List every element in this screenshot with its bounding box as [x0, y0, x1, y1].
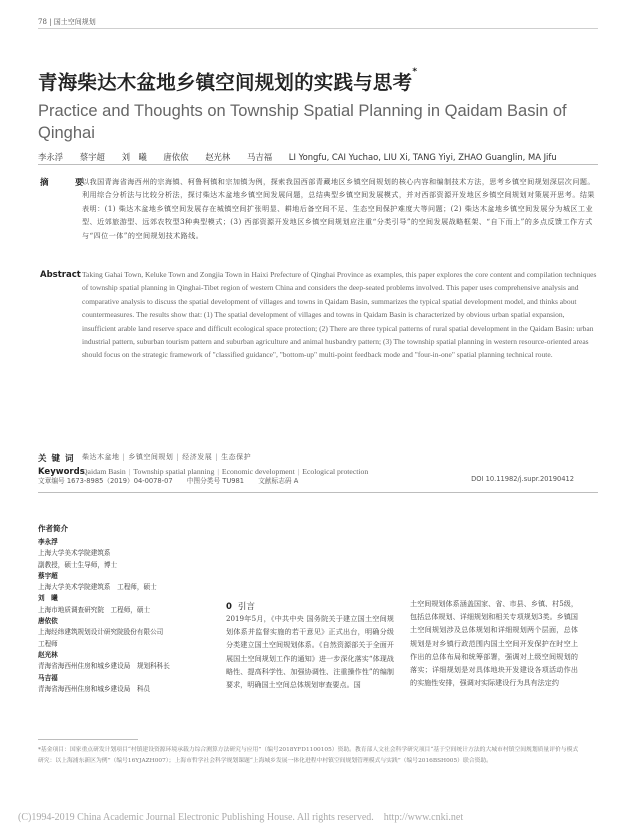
- keyword-zh: 生态保护: [221, 453, 252, 461]
- article-meta: [38, 475, 310, 485]
- author-divider: [38, 164, 598, 165]
- author-line: [38, 151, 557, 163]
- author-zh: 刘 曦: [121, 152, 147, 162]
- title-zh: [38, 67, 417, 95]
- meta-divider: [38, 492, 598, 493]
- author-zh: 蔡宇超: [79, 152, 105, 162]
- author-info-name: 李永浮: [38, 538, 58, 546]
- keyword-en: Economic development: [221, 467, 295, 476]
- clc-number: 中图分类号 TU981: [186, 477, 245, 485]
- running-header: 78 | 国土空间规划: [38, 18, 96, 26]
- author-info-line: 上海大学美术学院建筑系 工程师，硕士: [38, 583, 157, 592]
- keyword-zh: 乡镇空间规划: [128, 453, 174, 461]
- author-info-list: [38, 537, 218, 695]
- keywords-en: Qaidam Basin | Township spatial planning | Economic development | Ecological protection: [82, 467, 369, 476]
- keyword-zh: 柴达木盆地: [82, 453, 120, 461]
- section-number: 0: [226, 602, 232, 612]
- author-info-name: 刘 曦: [38, 594, 58, 603]
- doi: DOI 10.11982/j.supr.20190412: [471, 475, 574, 483]
- author-info-name: 马吉福: [38, 673, 58, 682]
- cnki-watermark: (C)1994-2019 China Academic Journal Electronic Publishing House. All rights reserved. http://www.cnki.net: [18, 812, 464, 823]
- abstract-en: Taking Gahai Town, Keluke Town and Zongjia Town in Haixi Prefecture of Qinghai Province as examples, this paper explores the core content and compilation techniques of township spatial planning in Qinghai-Tibet region of western China and considers the deep-seated problems involved. This paper uses comprehensive analysis and comparative analysis to discuss the spatial development of villages and towns in Qaidam Basin, summarizes the typical spatial development model, and thinks about countermeasures. The results show that: (1) The spatial development of villages and towns in Qaidam Basin is characterized by obvious urban spatial expansion, insufficient arable land reserve space and difficult ecological space protection; (2) There are three typical patterns of rural spatial development in the Qaidam Basin: urban industrial pattern, suburban tourism pattern and suburban agriculture and animal husbandry pattern; (3) The township spatial planning in western resource-oriented areas should focus on the strategic framework of "classified guidance", "bottom-up" multi-point feedback mode and "four-in-one" spatial planning technical route.: [82, 270, 597, 360]
- keyword-en: Township spatial planning: [133, 467, 215, 476]
- abstract-zh-label: 摘 要: [40, 178, 93, 188]
- author-zh: 李永浮: [38, 152, 64, 162]
- keyword-en: Qaidam Basin: [82, 467, 126, 476]
- keyword-zh: 经济发展: [182, 453, 213, 461]
- author-info-line: 工程师: [38, 639, 58, 648]
- author-info-line: 上海市地质调查研究院 工程师，硕士: [38, 605, 151, 614]
- abstract-en-label: Abstract: [40, 270, 81, 280]
- authors-en: LI Yongfu, CAI Yuchao, LIU Xi, TANG Yiyi, ZHAO Guanglin, MA Jifu: [288, 152, 557, 162]
- keywords-en-label: Keywords: [38, 467, 85, 477]
- article-number: 文章编号 1673-8985（2019）04-0078-07: [38, 477, 173, 485]
- author-zh: 马吉福: [246, 152, 273, 162]
- author-info-line: 青海省海西州住房和城乡建设局 规划科科长: [38, 662, 170, 671]
- footnote: *基金项目：国家重点研发计划项目“村镇建设资源环境承载力综合测算方法研究与应用”（编号2018YFD1100105）资助。教育部人文社会科学研究项目“基于空间统计方法的大城市村镇空间规划质量评价与模式研究：以上海浦东新区为例”（编号16YJAZH007）；上海市哲学社会科学规划课题“上海城乡发展一体化进程中村镇空间规划管理模式与实践”（编号2016BSH005）联合资助。: [38, 747, 579, 764]
- keywords-zh-label: 关键词: [38, 454, 79, 464]
- title-zh-text: 青海柴达木盆地乡镇空间规划的实践与思考: [38, 71, 413, 94]
- author-info-name: 赵光林: [38, 650, 58, 659]
- title-en: Practice and Thoughts on Township Spatial Planning in Qaidam Basin of Qinghai: [38, 102, 567, 142]
- author-zh: 唐依依: [163, 152, 189, 162]
- body-column-1: 2019年5月，《中共中央 国务院关于建立国土空间规划体系并监督实施的若干意见》正式出台，明确分级分类建立国土空间规划体系。《自然资源部关于全面开展国土空间规划工作的通知》进一步深化落实“体现战略性、提高科学性、加强协调性、注重操作性”的编制要求，明确国土空间总体规划审查要点。国: [226, 614, 394, 690]
- keyword-en: Ecological protection: [302, 467, 369, 476]
- section-title: 引言: [237, 602, 255, 612]
- title-footnote-mark: *: [412, 67, 418, 77]
- author-info-name: 唐依依: [38, 617, 58, 626]
- author-info-line: 青海省海西州住房和城乡建设局 科员: [38, 684, 151, 693]
- document-code: 文献标志码 A: [258, 477, 299, 485]
- keywords-zh: 柴达木盆地 | 乡镇空间规划 | 经济发展 | 生态保护: [82, 453, 252, 461]
- author-zh: 赵光林: [205, 152, 231, 162]
- author-info-title: 作者简介: [38, 524, 68, 533]
- author-info-line: 上海大学美术学院建筑系: [38, 549, 111, 558]
- author-info-line: 副教授，硕士生导师，博士: [38, 560, 118, 569]
- author-info-name: 蔡宇超: [38, 571, 58, 580]
- author-info-line: 上海经纬建筑规划设计研究院股份有限公司: [38, 628, 164, 637]
- body-column-2: 土空间规划体系涵盖国家、省、市县、乡镇、村5级，包括总体规划、详细规划和相关专项规划3类。乡镇国土空间规划涉及总体规划和详细规划两个层面，总体规划是对乡镇行政范围内国土空间开发保护在时空上作出的总体布局和统筹部署，强调对上级空间规划的落实；详细规划是对具体地块开发建设各项活动作出的实施性安排，强调对实际建设行为具有法定约: [410, 599, 578, 688]
- abstract-zh: 以我国青海省海西州的宗海镇、柯鲁柯镇和宗加镇为例，探索我国西部青藏地区乡镇空间规划的核心内容和编制技术方法，思考乡镇空间规划深层次问题。利用综合分析法与比较分析法，探讨柴达木盆地乡镇空间发展问题，总结典型乡镇空间发展模式，并对西部资源开发地区乡镇空间规划对策展开思考。结果表明：(1) 柴达木盆地乡镇空间发展存在城镇空间扩张明显、耕地后备空间不足、生态空间保护难度大等问题；(2) 柴达木盆地乡镇空间发展分为城区工业型、近郊旅游型、远郊农牧型3种典型模式；(3) 西部资源开发地区乡镇空间规划应注重“分类引导”的空间发展战略框架、“自下而上”的多点反馈工作方式与“四位一体”的空间规划技术路线。: [82, 177, 595, 240]
- section-heading: [226, 600, 255, 612]
- footnote-divider: [38, 739, 138, 740]
- header-divider: [38, 28, 598, 29]
